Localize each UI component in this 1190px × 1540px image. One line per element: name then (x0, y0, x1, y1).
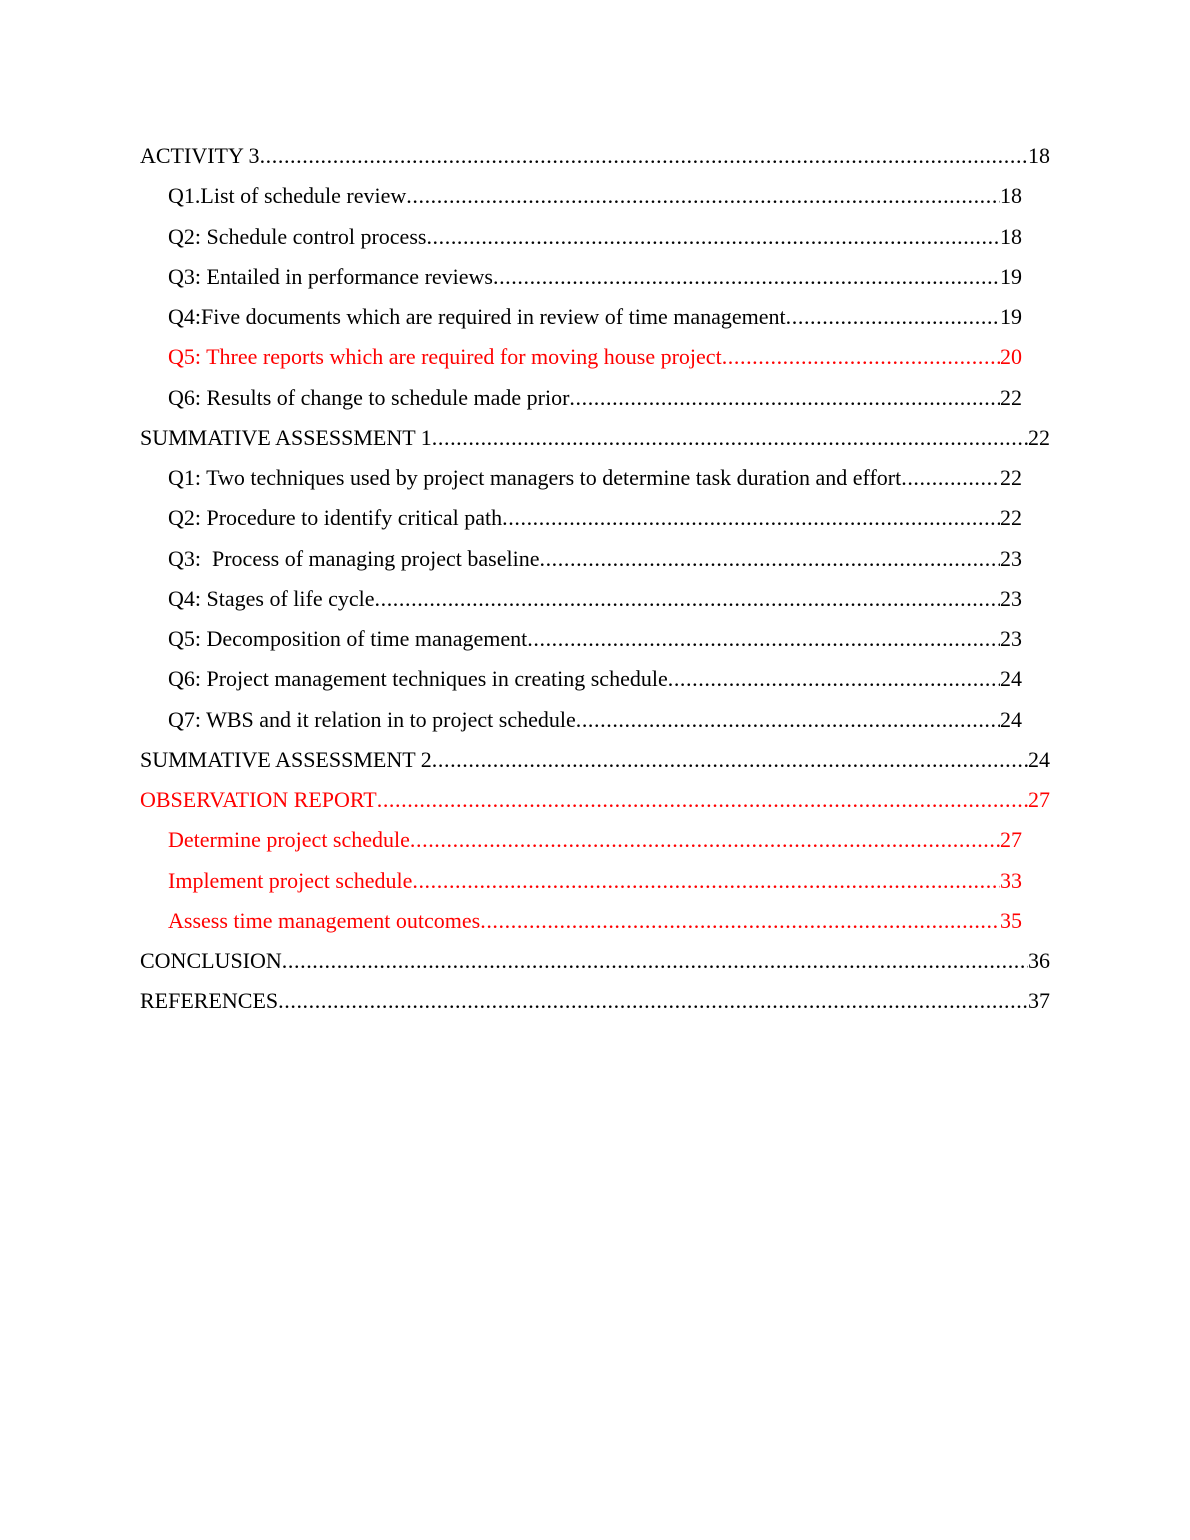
toc-page-number: 22 (1000, 505, 1022, 531)
toc-entry-label: ACTIVITY 3 (140, 143, 260, 168)
toc-dot-leader (786, 297, 1000, 337)
toc-entry-label: Determine project schedule (168, 827, 410, 853)
toc-dot-leader (377, 780, 1028, 820)
toc-page-number: 22 (1000, 465, 1022, 490)
toc-entry-activity-3-q3[interactable] (168, 257, 1022, 297)
toc-entry-activity-3-q2[interactable] (168, 217, 1022, 257)
toc-page-number: 23 (1000, 626, 1022, 651)
toc-entry-activity-3[interactable] (140, 136, 1050, 176)
toc-page-number: 23 (1000, 545, 1022, 571)
toc-dot-leader (569, 378, 1000, 418)
toc-page-number: 22 (1028, 424, 1050, 450)
toc-page-number: 24 (1000, 666, 1022, 692)
toc-page-number: 33 (1000, 867, 1022, 893)
toc-dot-leader (722, 337, 1000, 377)
toc-dot-leader (668, 659, 1000, 699)
table-of-contents (140, 136, 1050, 1022)
toc-entry-summative-1-q2[interactable] (168, 498, 1022, 538)
toc-entry-label: Q2: Procedure to identify critical path (168, 505, 503, 531)
toc-entry-label: SUMMATIVE ASSESSMENT 1 (140, 424, 432, 450)
toc-entry-summative-1-q5[interactable] (168, 619, 1022, 659)
toc-page-number: 35 (1000, 907, 1022, 933)
toc-dot-leader (432, 418, 1028, 458)
toc-entry-label: Q2: Schedule control process (168, 223, 427, 249)
toc-dot-leader (502, 498, 1000, 538)
toc-page-number: 24 (1000, 706, 1022, 732)
toc-entry-summative-1-q6[interactable] (168, 659, 1022, 699)
toc-dot-leader (576, 700, 1000, 740)
toc-dot-leader (260, 136, 1028, 176)
toc-entry-label: Q5: Three reports which are required for moving house project (168, 344, 722, 370)
toc-dot-leader (375, 579, 1001, 619)
toc-entry-label: Q6: Results of change to schedule made prior (168, 384, 570, 410)
toc-entry-label: Q3: Process of managing project baseline (168, 545, 540, 571)
toc-dot-leader (406, 176, 1000, 216)
toc-entry-activity-3-q4[interactable] (168, 297, 1022, 337)
toc-dot-leader (412, 861, 1000, 901)
toc-entry-label: Q6: Project management techniques in creating schedule (168, 666, 668, 692)
toc-dot-leader (432, 740, 1028, 780)
toc-page-number: 27 (1028, 787, 1050, 812)
toc-entry-label: REFERENCES (140, 988, 279, 1014)
toc-page-number: 18 (1000, 223, 1022, 249)
toc-page-number: 19 (1000, 263, 1022, 289)
toc-entry-determine-project-schedule[interactable] (168, 820, 1022, 860)
toc-entry-label: Q7: WBS and it relation in to project schedule (168, 706, 576, 732)
toc-entry-label: Implement project schedule (168, 867, 413, 893)
toc-entry-summative-1-q7[interactable] (168, 700, 1022, 740)
toc-entry-summative-1-q1[interactable] (168, 458, 1022, 498)
toc-page-number: 18 (1000, 183, 1022, 209)
toc-entry-label: SUMMATIVE ASSESSMENT 2 (140, 746, 432, 772)
toc-entry-activity-3-q6[interactable] (168, 378, 1022, 418)
toc-dot-leader (480, 901, 1000, 941)
toc-entry-observation-report[interactable] (140, 780, 1050, 820)
toc-page-number: 20 (1000, 344, 1022, 370)
toc-entry-label: Q4:Five documents which are required in review of time management (168, 304, 786, 329)
toc-entry-conclusion[interactable] (140, 941, 1050, 981)
toc-entry-label: CONCLUSION (140, 948, 282, 973)
toc-entry-summative-1-q3[interactable] (168, 539, 1022, 579)
toc-entry-label: Q4: Stages of life cycle (168, 585, 375, 611)
toc-page-number: 24 (1028, 746, 1050, 772)
toc-page-number: 27 (1000, 827, 1022, 853)
toc-entry-label: Q1: Two techniques used by project managers to determine task duration and effort (168, 465, 902, 490)
toc-dot-leader (527, 619, 1000, 659)
toc-page-number: 37 (1028, 988, 1050, 1014)
toc-dot-leader (426, 217, 1000, 257)
toc-dot-leader (493, 257, 1000, 297)
toc-page-number: 19 (1000, 304, 1022, 329)
toc-entry-activity-3-q5[interactable] (168, 337, 1022, 377)
toc-entry-label: Assess time management outcomes (168, 907, 481, 933)
toc-dot-leader (901, 458, 1000, 498)
toc-dot-leader (278, 981, 1028, 1021)
toc-entry-label: Q3: Entailed in performance reviews (168, 263, 493, 289)
toc-entry-summative-assessment-2[interactable] (140, 740, 1050, 780)
toc-page-number: 23 (1000, 585, 1022, 611)
toc-entry-label: Q1.List of schedule review (168, 183, 407, 209)
toc-entry-activity-3-q1[interactable] (168, 176, 1022, 216)
toc-page-number: 36 (1028, 948, 1050, 973)
toc-dot-leader (539, 539, 1000, 579)
toc-page-number: 22 (1000, 384, 1022, 410)
toc-entry-summative-1-q4[interactable] (168, 579, 1022, 619)
toc-entry-summative-assessment-1[interactable] (140, 418, 1050, 458)
toc-dot-leader (282, 941, 1028, 981)
toc-entry-references[interactable] (140, 981, 1050, 1021)
toc-page-number: 18 (1028, 143, 1050, 168)
toc-entry-assess-time-management-outcomes[interactable] (168, 901, 1022, 941)
toc-entry-label: Q5: Decomposition of time management (168, 626, 528, 651)
toc-entry-implement-project-schedule[interactable] (168, 861, 1022, 901)
toc-dot-leader (410, 820, 1000, 860)
toc-entry-label: OBSERVATION REPORT (140, 787, 377, 812)
